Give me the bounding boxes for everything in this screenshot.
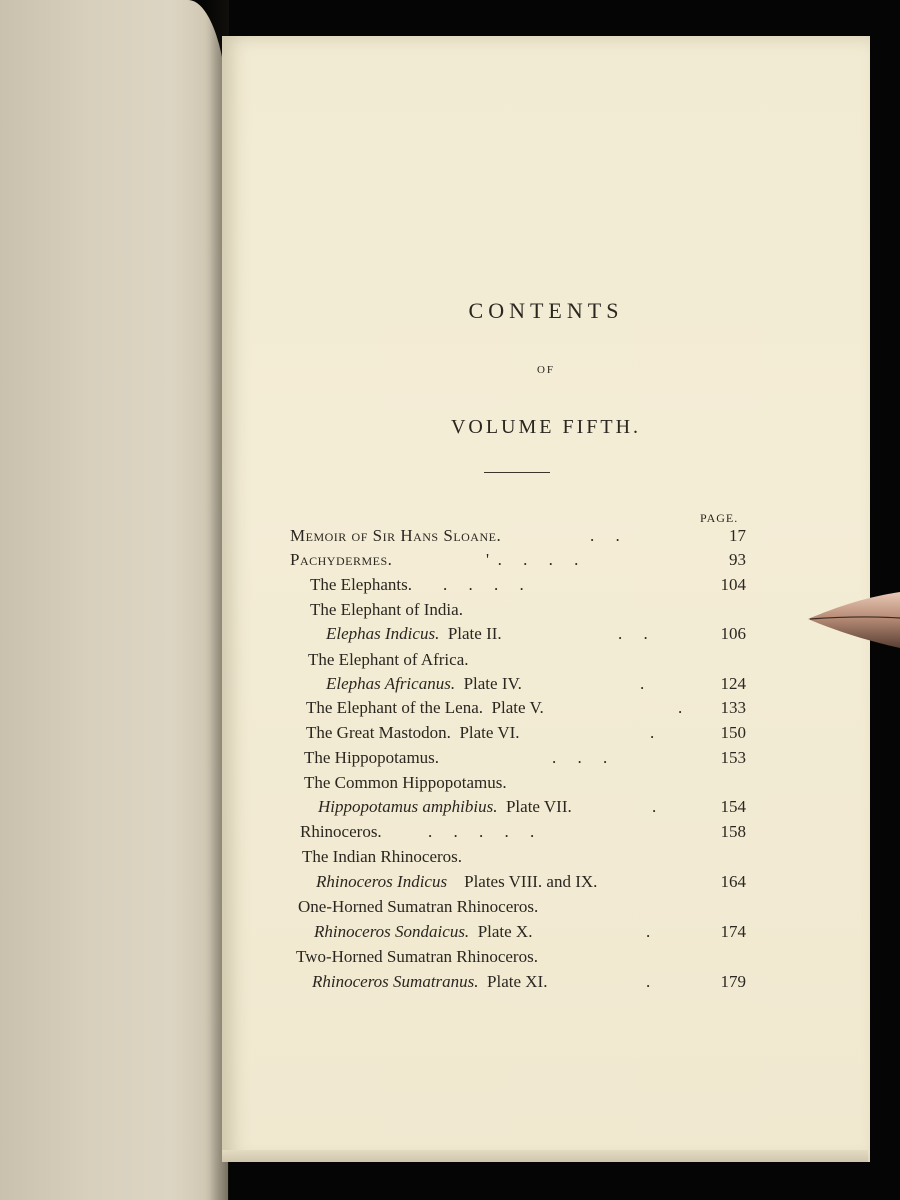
toc-entry [318, 795, 746, 819]
toc-leader-dots: . [678, 698, 683, 717]
entry-name: The Elephant of the Lena. [306, 698, 484, 717]
toc-entry-title: The Common Hippopotamus. [304, 773, 507, 792]
toc-entry-title: One-Horned Sumatran Rhinoceros. [298, 897, 539, 916]
toc-entry-page: 158 [720, 822, 746, 841]
toc-entry-title: The Elephant of Africa. [308, 650, 469, 669]
toc-entry [308, 648, 746, 672]
toc-entry [314, 920, 746, 944]
toc-entry [326, 622, 746, 646]
toc-entry [304, 771, 746, 795]
toc-entry [300, 820, 746, 844]
toc-entry-title [326, 622, 502, 646]
toc-leader-dots: . [640, 674, 645, 693]
toc-entry [306, 696, 746, 720]
toc-entry-title: Memoir of Sir Hans Sloane. [290, 526, 502, 545]
toc-leader-dots: . . [590, 526, 620, 545]
toc-leader-dots: ' . . . . [486, 550, 579, 569]
contents-heading: CONTENTS [468, 298, 624, 323]
toc-leader-dots: . [652, 797, 657, 816]
toc-entry-page: 124 [720, 674, 746, 693]
toc-leader-dots: . . [618, 624, 648, 643]
toc-entry [298, 895, 746, 919]
toc-leader-dots: . . . . [443, 575, 524, 594]
species-name: Rhinoceros Indicus [316, 872, 448, 891]
contents-page [222, 36, 870, 1162]
species-name: Rhinoceros Sondaicus. [314, 922, 470, 941]
toc-entry-title [316, 870, 597, 894]
toc-entry-title [306, 721, 520, 745]
toc-entry-page: 154 [720, 797, 746, 816]
toc-entry [316, 870, 746, 894]
toc-leader-dots: . [646, 922, 651, 941]
entry-name: The Great Mastodon. [306, 723, 451, 742]
toc-entry [326, 672, 746, 696]
toc-leader-dots: . [646, 972, 651, 991]
plate-ref: Plates VIII. and IX. [464, 872, 598, 891]
page-bottom-edge [222, 1150, 868, 1162]
toc-entry-page: 133 [720, 698, 746, 717]
toc-entry-title: The Indian Rhinoceros. [302, 847, 463, 866]
species-name: Hippopotamus amphibius. [318, 797, 498, 816]
toc-entry-title: The Elephant of India. [310, 600, 463, 619]
species-name: Elephas Indicus. [326, 624, 440, 643]
plate-ref: Plate V. [491, 698, 544, 717]
toc-leader-dots: . . . [552, 748, 608, 767]
pen-nib-icon [808, 592, 900, 648]
toc-entry-page: 150 [720, 723, 746, 742]
plate-ref: Plate II. [447, 624, 502, 643]
toc-entry-page: 104 [720, 575, 746, 594]
heading-rule [484, 472, 550, 473]
toc-entry-page: 106 [720, 624, 746, 643]
toc-entry-page: 93 [729, 550, 746, 569]
toc-leader-dots: . [650, 723, 655, 742]
volume-heading: VOLUME FIFTH. [450, 416, 642, 438]
species-name: Elephas Africanus. [326, 674, 456, 693]
toc-entry-page: 164 [720, 872, 746, 891]
toc-entry [302, 845, 746, 869]
of-heading: OF [536, 364, 556, 376]
toc-entry-title [312, 970, 547, 994]
toc-entry [306, 721, 746, 745]
toc-entry-title [326, 672, 522, 696]
toc-entry-page: 179 [720, 972, 746, 991]
toc-entry [304, 746, 746, 770]
toc-entry [310, 598, 746, 622]
plate-ref: Plate XI. [487, 972, 548, 991]
left-page [0, 0, 228, 1200]
toc-entry-page: 153 [720, 748, 746, 767]
toc-entry-title: Two-Horned Sumatran Rhinoceros. [296, 947, 538, 966]
toc-entry-page: 174 [720, 922, 746, 941]
toc-entry [290, 548, 746, 572]
toc-entry-title: Rhinoceros. [300, 822, 382, 841]
toc-entry [296, 945, 746, 969]
toc-entry-title: The Elephants. [310, 575, 412, 594]
toc-entry-title [318, 795, 572, 819]
plate-ref: Plate VI. [459, 723, 520, 742]
toc-entry [310, 573, 746, 597]
toc-entry [312, 970, 746, 994]
plate-ref: Plate X. [477, 922, 533, 941]
toc-entry-title: Pachydermes. [290, 550, 393, 569]
page-column-header: PAGE. [700, 511, 739, 525]
plate-ref: Plate IV. [463, 674, 522, 693]
toc-entry-title [306, 696, 544, 720]
toc-entry-page: 17 [729, 526, 746, 545]
toc-entry-title: The Hippopotamus. [304, 748, 440, 767]
toc-entry [290, 524, 746, 548]
toc-entry-title [314, 920, 532, 944]
plate-ref: Plate VII. [505, 797, 572, 816]
species-name: Rhinoceros Sumatranus. [312, 972, 479, 991]
toc-leader-dots: . . . . . [428, 822, 535, 841]
